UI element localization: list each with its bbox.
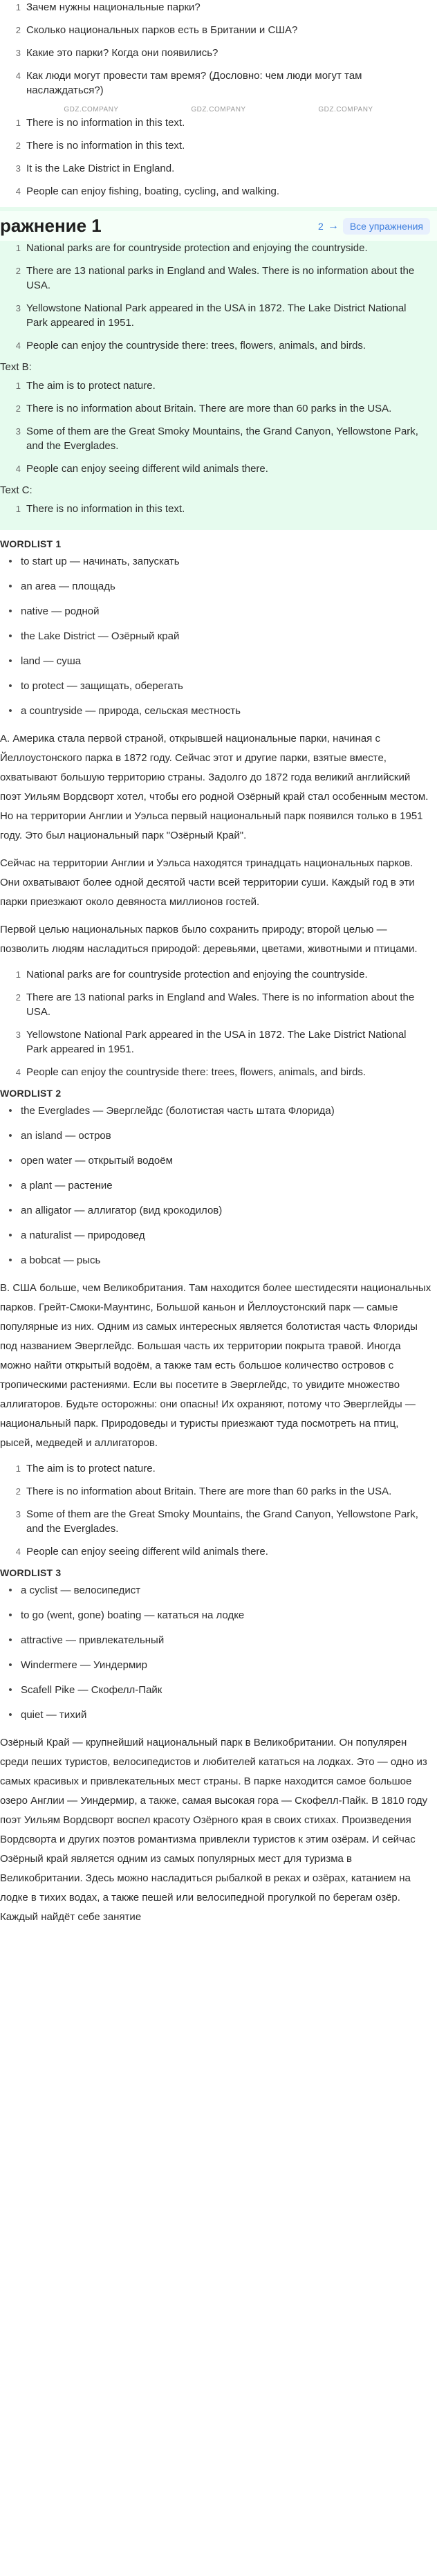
list-item xyxy=(0,1659,437,1672)
item-number: 2 xyxy=(15,25,21,35)
exercise-title: ражнение 1 xyxy=(0,215,102,236)
list-item xyxy=(0,1254,437,1268)
item-text: There are 13 national parks in England and Wales. There is no information about the USA. xyxy=(26,265,415,291)
list-item xyxy=(0,462,430,476)
item-number: 3 xyxy=(15,48,21,58)
list-item xyxy=(0,1027,430,1057)
list-item xyxy=(0,1544,430,1559)
item-number: 1 xyxy=(15,969,21,980)
list-item xyxy=(0,116,430,130)
list-item xyxy=(0,679,437,693)
paragraph-a2: Сейчас на территории Англии и Уэльса находятся тринадцать национальных парков. Они охватывают более одной десятой части всей территории суши. Каждый год в эти парки приезжают около девяноста миллионов гостей. xyxy=(0,857,415,908)
bullet-icon: • xyxy=(8,581,12,592)
list-item xyxy=(0,1683,437,1697)
answers-list-b xyxy=(0,378,437,476)
item-number: 3 xyxy=(15,1030,21,1040)
paragraph-b: B. США больше, чем Великобритания. Там находится более шестидесяти национальных парков. Грейт-Смоки-Маунтинс, Большой каньон и Йеллоустонский парк — самые популярные из них. Одним из самых интересных является болотистая часть Флориды под названием Эверглейдс. Большая часть их территории покрыта травой. Иногда можно найти открытый водоём, а также там есть большое количество островов с тропическими растениями. Если вы посетите в Эверглейдс, то увидите множество аллигаторов. Будьте осторожны: они опасны! Их охраняют, потому что Эверглейды — национальный парк. Природоведы и туристы приезжают туда посмотреть на птиц, рысей, медведей и аллигаторов. xyxy=(0,1282,431,1449)
wordlist-2 xyxy=(0,1104,437,1268)
bullet-icon: • xyxy=(8,1659,12,1671)
item-number: 2 xyxy=(15,992,21,1003)
bullet-icon: • xyxy=(8,1609,12,1621)
item-number: 2 xyxy=(15,266,21,276)
list-item xyxy=(0,1065,430,1079)
watermark: GDZ.COMPANY xyxy=(318,106,373,113)
list-item xyxy=(0,630,437,643)
list-item xyxy=(0,424,430,453)
text-c-label: Text C: xyxy=(0,484,32,496)
item-text: People can enjoy seeing different wild animals there. xyxy=(26,463,268,475)
item-number: 1 xyxy=(15,118,21,128)
wordlist-2-title: WORDLIST 2 xyxy=(0,1088,62,1099)
answers-list-text-a xyxy=(0,967,437,1079)
list-item xyxy=(0,301,430,330)
list-item xyxy=(0,23,430,37)
bullet-icon: • xyxy=(8,1634,12,1646)
answers-list-a xyxy=(0,241,437,353)
item-number: 3 xyxy=(15,1509,21,1519)
word-entry: to go (went, gone) boating — кататься на лодке xyxy=(21,1609,245,1621)
list-item xyxy=(0,990,430,1019)
word-entry: a naturalist — природовед xyxy=(21,1230,145,1241)
list-item xyxy=(0,1104,437,1118)
item-number: 1 xyxy=(15,243,21,253)
list-item xyxy=(0,1229,437,1243)
answers-list-c xyxy=(0,502,437,516)
bullet-icon: • xyxy=(8,1584,12,1596)
list-item xyxy=(0,1129,437,1143)
word-entry: an area — площадь xyxy=(21,581,115,592)
list-item xyxy=(0,580,437,594)
bullet-icon: • xyxy=(8,1155,12,1167)
item-number: 4 xyxy=(15,340,21,351)
list-item xyxy=(0,655,437,668)
item-text: Some of them are the Great Smoky Mountains, the Grand Canyon, Yellowstone Park, and the Everglades. xyxy=(26,1508,418,1535)
paragraph-a1: A. Америка стала первой страной, открывшей национальные парки, начиная с Йеллоустонского парка в 1872 году. Сейчас этот и другие парки, взятые вместе, охватывают большую территорию страны. Задолго до 1872 года великий английский поэт Уильям Вордсворт хотел, чтобы его родной Озёрный край стал особенным местом. Но на территории Англии и Уэльса первый национальный парк появился только в 1951 году. Это был национальный парк "Озёрный Край". xyxy=(0,733,429,841)
wordlist-3-title: WORDLIST 3 xyxy=(0,1567,62,1578)
word-entry: a countryside — природа, сельская местность xyxy=(21,705,241,717)
word-entry: quiet — тихий xyxy=(21,1709,87,1721)
list-item xyxy=(0,1179,437,1193)
answers-list xyxy=(0,116,437,199)
item-text: The aim is to protect nature. xyxy=(26,1463,156,1474)
word-entry: to protect — защищать, оберегать xyxy=(21,680,183,692)
word-entry: an alligator — аллигатор (вид крокодилов) xyxy=(21,1205,223,1216)
bullet-icon: • xyxy=(8,1105,12,1117)
bullet-icon: • xyxy=(8,605,12,617)
item-text: Зачем нужны национальные парки? xyxy=(26,1,201,13)
list-item xyxy=(0,264,430,293)
paragraph-a3: Первой целью национальных парков было сохранить природу; второй целью — позволить людям насладиться природой: деревьями, цветами, животными и птицами. xyxy=(0,924,418,955)
list-item xyxy=(0,704,437,718)
word-entry: a bobcat — рысь xyxy=(21,1254,101,1266)
word-entry: a cyclist — велосипедист xyxy=(21,1584,141,1596)
item-text: Сколько национальных парков есть в Британии и США? xyxy=(26,24,298,36)
item-text: There is no information in this text. xyxy=(26,117,185,129)
sticky-header xyxy=(0,211,437,241)
exercise-nav xyxy=(318,218,430,235)
word-entry: a plant — растение xyxy=(21,1180,113,1191)
text-b-label: Text B: xyxy=(0,361,32,373)
list-item xyxy=(0,68,430,98)
word-entry: the Everglades — Эверглейдс (болотистая часть штата Флорида) xyxy=(21,1105,335,1117)
word-entry: Scafell Pike — Скофелл-Пайк xyxy=(21,1684,162,1696)
list-item xyxy=(0,1461,430,1476)
wordlist-1 xyxy=(0,555,437,718)
item-number: 2 xyxy=(15,403,21,414)
bullet-icon: • xyxy=(8,556,12,567)
list-item xyxy=(0,555,437,569)
word-entry: land — суша xyxy=(21,655,82,667)
all-exercises-link[interactable]: Все упражнения xyxy=(343,218,430,235)
bullet-icon: • xyxy=(8,1205,12,1216)
item-text: There is no information about Britain. There are more than 60 parks in the USA. xyxy=(26,1486,392,1497)
item-number: 1 xyxy=(15,2,21,12)
word-entry: Windermere — Уиндермир xyxy=(21,1659,148,1671)
highlighted-answers xyxy=(0,207,437,530)
item-text: There are 13 national parks in England and Wales. There is no information about the USA. xyxy=(26,992,415,1018)
bullet-icon: • xyxy=(8,1230,12,1241)
bullet-icon: • xyxy=(8,1180,12,1191)
list-item xyxy=(0,967,430,982)
item-number: 3 xyxy=(15,303,21,313)
item-number: 1 xyxy=(15,1463,21,1474)
item-text: People can enjoy the countryside there: trees, flowers, animals, and birds. xyxy=(26,1066,366,1078)
list-item xyxy=(0,184,430,199)
item-number: 1 xyxy=(15,504,21,514)
item-number: 4 xyxy=(15,464,21,474)
item-text: Yellowstone National Park appeared in the USA in 1872. The Lake District National Park appeared in 1951. xyxy=(26,1029,407,1055)
arrow-right-icon[interactable]: → xyxy=(327,219,339,232)
item-text: People can enjoy the countryside there: trees, flowers, animals, and birds. xyxy=(26,340,366,351)
list-item xyxy=(0,1609,437,1623)
paragraph-c: Озёрный Край — крупнейший национальный парк в Великобритании. Он популярен среди пеших туристов, велосипедистов и любителей кататься на лодках. Это — одно из самых красивых и привлекательных мест страны. В парке находится самое большое озеро Англии — Уиндермир, а также, самая высокая гора — Скофелл-Пайк. В 1810 году поэт Уильям Вордсворт воспел красоту Озёрного края в своих стихах. Произведения Вордсворта и других поэтов романтизма привлекли туристов к этим озёрам. И сейчас Озёрный край является одним из самых популярных мест для туризма в Великобритании. Здесь можно насладиться рыбалкой в реках и озёрах, катанием на лодке в тихих водах, а также пешей или велосипедной прогулкой по берегам озёр. Каждый найдёт себе занятие xyxy=(0,1737,428,1923)
list-item xyxy=(0,46,430,60)
word-entry: the Lake District — Озёрный край xyxy=(21,630,180,642)
list-item xyxy=(0,1204,437,1218)
item-number: 4 xyxy=(15,71,21,81)
item-text: Как люди могут провести там время? (Дословно: чем люди могут там наслаждаться?) xyxy=(26,70,362,96)
item-number: 4 xyxy=(15,1546,21,1557)
list-item xyxy=(0,401,430,416)
list-item xyxy=(0,338,430,353)
item-text: Yellowstone National Park appeared in the USA in 1872. The Lake District National Park appeared in 1951. xyxy=(26,302,407,329)
item-text: Some of them are the Great Smoky Mountains, the Grand Canyon, Yellowstone Park, and the Everglades. xyxy=(26,426,418,452)
list-item xyxy=(0,1708,437,1722)
list-item xyxy=(0,1634,437,1647)
word-entry: to start up — начинать, запускать xyxy=(21,556,180,567)
list-item xyxy=(0,1507,430,1536)
answers-list-text-b xyxy=(0,1461,437,1559)
item-number: 3 xyxy=(15,163,21,174)
word-entry: an island — остров xyxy=(21,1130,111,1142)
bullet-icon: • xyxy=(8,705,12,717)
word-entry: native — родной xyxy=(21,605,100,617)
word-entry: open water — открытый водоём xyxy=(21,1155,173,1167)
watermark: GDZ.COMPANY xyxy=(64,106,119,113)
list-item xyxy=(0,502,430,516)
item-text: There is no information in this text. xyxy=(26,140,185,152)
bullet-icon: • xyxy=(8,630,12,642)
list-item xyxy=(0,1154,437,1168)
item-text: The aim is to protect nature. xyxy=(26,380,156,392)
item-text: National parks are for countryside protection and enjoying the countryside. xyxy=(26,969,368,980)
list-item xyxy=(0,378,430,393)
item-text: There is no information about Britain. There are more than 60 parks in the USA. xyxy=(26,403,392,414)
list-item xyxy=(0,241,430,255)
list-item xyxy=(0,1484,430,1499)
item-number: 3 xyxy=(15,426,21,437)
watermark-row xyxy=(0,106,437,116)
page-number: 2 xyxy=(318,220,324,232)
list-item xyxy=(0,605,437,619)
item-text: People can enjoy seeing different wild animals there. xyxy=(26,1546,268,1558)
list-item xyxy=(0,1584,437,1598)
bullet-icon: • xyxy=(8,1254,12,1266)
list-item xyxy=(0,138,430,153)
bullet-icon: • xyxy=(8,680,12,692)
item-number: 4 xyxy=(15,186,21,197)
item-number: 1 xyxy=(15,381,21,391)
questions-list xyxy=(0,0,437,98)
item-text: It is the Lake District in England. xyxy=(26,163,175,174)
list-item xyxy=(0,0,430,15)
item-number: 4 xyxy=(15,1067,21,1077)
bullet-icon: • xyxy=(8,1684,12,1696)
watermark: GDZ.COMPANY xyxy=(191,106,246,113)
wordlist-1-title: WORDLIST 1 xyxy=(0,538,62,549)
item-number: 2 xyxy=(15,1486,21,1497)
bullet-icon: • xyxy=(8,1130,12,1142)
item-text: Какие это парки? Когда они появились? xyxy=(26,47,218,59)
item-text: National parks are for countryside protection and enjoying the countryside. xyxy=(26,242,368,254)
item-text: There is no information in this text. xyxy=(26,503,185,515)
list-item xyxy=(0,161,430,176)
wordlist-3 xyxy=(0,1584,437,1722)
item-text: People can enjoy fishing, boating, cycling, and walking. xyxy=(26,185,280,197)
item-number: 2 xyxy=(15,140,21,151)
word-entry: attractive — привлекательный xyxy=(21,1634,165,1646)
bullet-icon: • xyxy=(8,1709,12,1721)
bullet-icon: • xyxy=(8,655,12,667)
